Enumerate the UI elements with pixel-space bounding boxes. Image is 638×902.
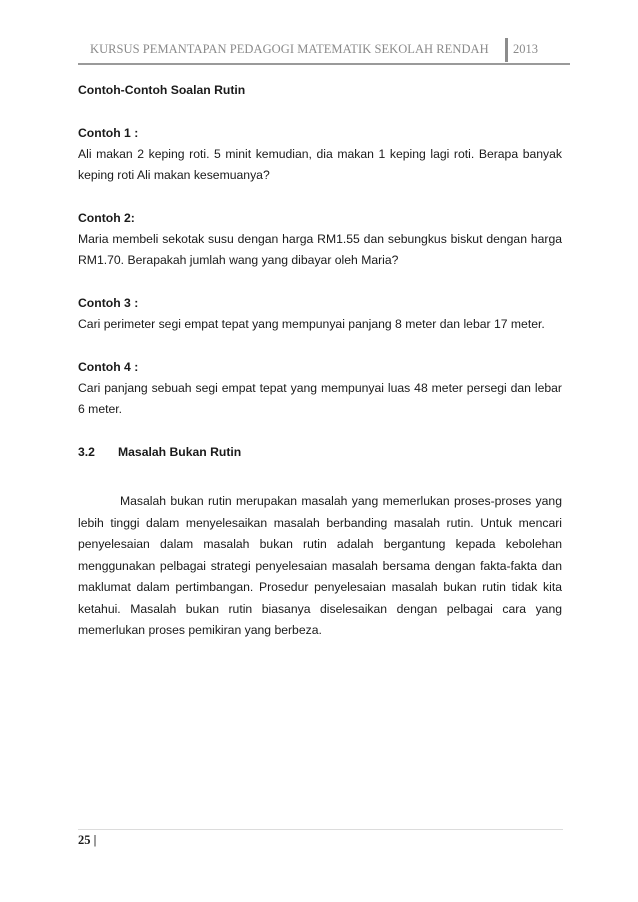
subsection-paragraph: Masalah bukan rutin merupakan masalah yang memerlukan proses-proses yang lebih tinggi dalam menyelesaikan masalah berbanding masalah rutin. Untuk mencari penyelesaian dalam masalah bukan rutin adalah bergantung kepada kebolehan menggunakan pelbagai strategi penyelesaian masalah bersama dengan fakta-fakta dan maklumat dalam pertimbangan. Prosedur penyelesaian masalah bukan rutin tidak kita ketahui. Masalah bukan rutin biasanya diselesaikan dengan pelbagai cara yang memerlukan proses pemikiran yang berbeza. — [78, 494, 562, 637]
section-heading: Contoh-Contoh Soalan Rutin — [78, 83, 246, 97]
page-number: 25 | — [78, 833, 97, 847]
footer-divider — [78, 829, 563, 830]
header-divider — [78, 63, 570, 65]
example-4 — [78, 357, 562, 420]
example-label: Contoh 3 : — [78, 296, 139, 310]
header-title: KURSUS PEMANTAPAN PEDAGOGI MATEMATIK SEKOLAH RENDAH — [90, 42, 489, 56]
header-separator — [505, 38, 508, 62]
example-text: Cari perimeter segi empat tepat yang mempunyai panjang 8 meter dan lebar 17 meter. — [78, 317, 545, 331]
example-label: Contoh 2: — [78, 211, 135, 225]
subsection-title: Masalah Bukan Rutin — [118, 445, 242, 459]
example-label: Contoh 4 : — [78, 360, 139, 374]
example-text: Cari panjang sebuah segi empat tepat yang mempunyai luas 48 meter persegi dan lebar 6 meter. — [78, 381, 562, 416]
subsection-number: 3.2 — [78, 445, 95, 459]
example-1 — [78, 123, 562, 186]
header-year: 2013 — [513, 42, 538, 56]
example-text: Maria membeli sekotak susu dengan harga RM1.55 dan sebungkus biskut dengan harga RM1.70. Berapakah jumlah wang yang dibayar oleh Maria? — [78, 232, 562, 267]
example-label: Contoh 1 : — [78, 126, 139, 140]
example-text: Ali makan 2 keping roti. 5 minit kemudian, dia makan 1 keping lagi roti. Berapa banyak keping roti Ali makan kesemuanya? — [78, 147, 562, 182]
page-body — [78, 80, 562, 642]
example-2 — [78, 208, 562, 271]
example-3 — [78, 293, 562, 335]
page-header — [78, 38, 570, 62]
subsection-heading — [78, 442, 562, 463]
